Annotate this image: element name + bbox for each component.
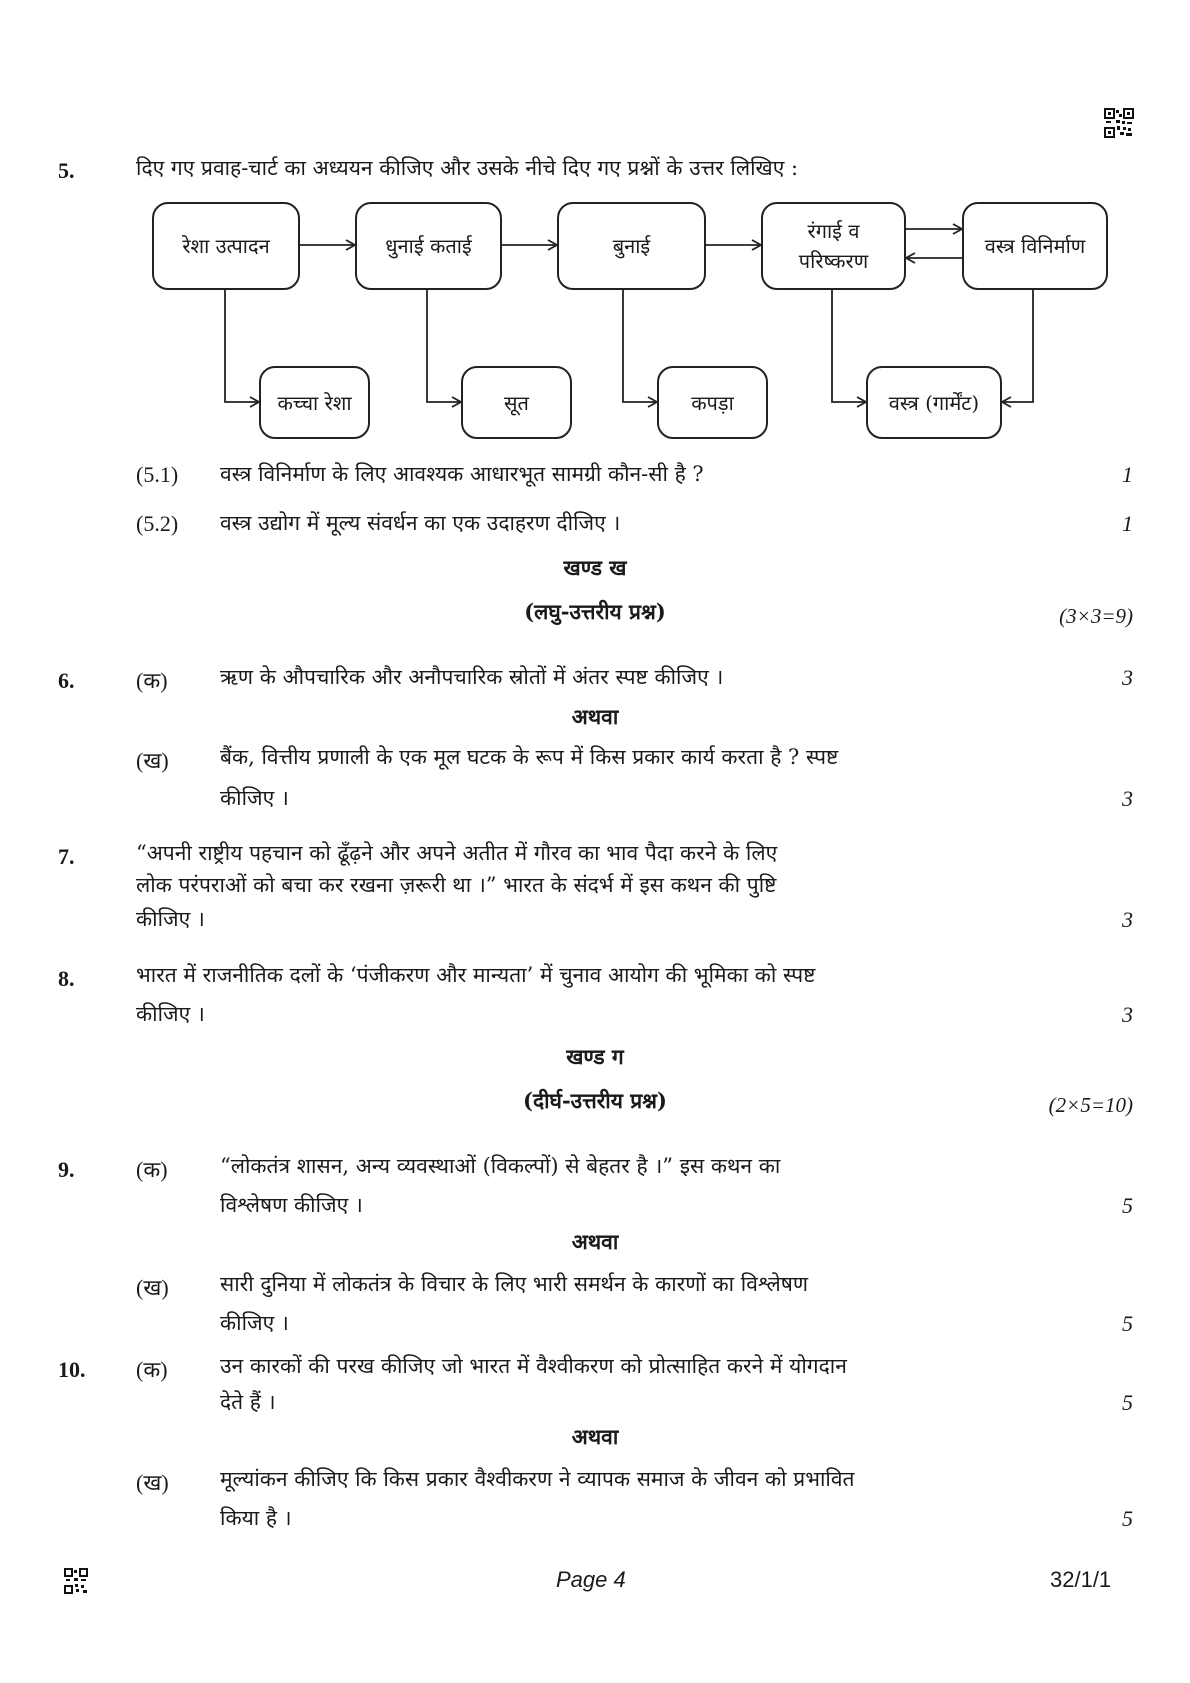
section-title: खण्ड ग	[566, 1044, 624, 1069]
question-instruction: दिए गए प्रवाह-चार्ट का अध्ययन कीजिए और उसके नीचे दिए गए प्रश्नों के उत्तर लिखिए :	[136, 156, 799, 180]
option-label: (क)	[136, 1157, 168, 1182]
marks: 3	[1122, 907, 1133, 932]
section-marks-formula: (2×5=10)	[1048, 1093, 1133, 1117]
question-text: सारी दुनिया में लोकतंत्र के विचार के लिए भारी समर्थन के कारणों का विश्लेषण	[220, 1272, 809, 1296]
question-number: 8.	[58, 966, 75, 991]
question-text: देते हैं ।	[220, 1390, 276, 1414]
question-text: “अपनी राष्ट्रीय पहचान को ढूँढ़ने और अपने अतीत में गौरव का भाव पैदा करने के लिए	[136, 841, 778, 865]
question-number: 6.	[58, 668, 75, 693]
or-separator: अथवा	[571, 1424, 619, 1449]
subquestion-text: वस्त्र उद्योग में मूल्य संवर्धन का एक उदाहरण दीजिए ।	[220, 511, 621, 535]
subquestion-label: (5.1)	[136, 462, 179, 487]
marks: 1	[1122, 462, 1133, 487]
question-number: 10.	[58, 1357, 86, 1382]
section-subtitle: (दीर्घ-उत्तरीय प्रश्न)	[523, 1088, 667, 1113]
question-number: 9.	[58, 1157, 75, 1182]
question-text: कीजिए ।	[136, 1002, 205, 1026]
marks: 5	[1122, 1506, 1133, 1531]
question-number: 5.	[58, 158, 75, 183]
marks: 5	[1122, 1193, 1133, 1218]
flow-box-garment-manufacturing: वस्त्र विनिर्माण	[962, 202, 1108, 290]
marks: 3	[1122, 786, 1133, 811]
option-label: (क)	[136, 1357, 168, 1382]
qr-code-icon	[64, 1568, 88, 1594]
flow-box-dyeing-finishing	[761, 202, 906, 290]
paper-code: 32/1/1	[1050, 1567, 1112, 1592]
flow-box-dyeing-line2: परिष्करण	[798, 249, 869, 273]
option-label: (ख)	[136, 1470, 169, 1495]
question-number: 7.	[58, 844, 75, 869]
subquestion-text: वस्त्र विनिर्माण के लिए आवश्यक आधारभूत सामग्री कौन-सी है ?	[220, 462, 704, 486]
flow-box-carding-spinning: धुनाई कताई	[355, 202, 502, 290]
subquestion-label: (5.2)	[136, 511, 179, 536]
marks: 1	[1122, 511, 1133, 536]
question-text: “लोकतंत्र शासन, अन्य व्यवस्थाओं (विकल्पों) से बेहतर है ।” इस कथन का	[220, 1154, 781, 1178]
section-subtitle: (लघु-उत्तरीय प्रश्न)	[524, 599, 666, 624]
or-separator: अथवा	[571, 704, 619, 729]
question-text: भारत में राजनीतिक दलों के ‘पंजीकरण और मान्यता’ में चुनाव आयोग की भूमिका को स्पष्ट	[136, 963, 816, 987]
flow-box-dyeing-line1: रंगाई व	[807, 219, 860, 243]
question-text: विश्लेषण कीजिए ।	[220, 1193, 363, 1217]
question-text: कीजिए ।	[220, 1311, 289, 1335]
question-text: उन कारकों की परख कीजिए जो भारत में वैश्वीकरण को प्रोत्साहित करने में योगदान	[220, 1354, 847, 1378]
option-label: (क)	[136, 668, 168, 693]
question-text: बैंक, वित्तीय प्रणाली के एक मूल घटक के रूप में किस प्रकार कार्य करता है ? स्पष्ट	[220, 745, 839, 769]
section-title: खण्ड ख	[563, 555, 627, 580]
or-separator: अथवा	[571, 1229, 619, 1254]
marks: 5	[1122, 1390, 1133, 1415]
flow-box-weaving: बुनाई	[557, 202, 706, 290]
page-number: Page 4	[556, 1567, 626, 1592]
flow-box-fibre-production: रेशा उत्पादन	[152, 202, 300, 290]
flow-box-fabric: कपड़ा	[657, 366, 768, 439]
section-marks-formula: (3×3=9)	[1059, 604, 1133, 628]
question-text: किया है ।	[220, 1506, 292, 1530]
question-text: लोक परंपराओं को बचा कर रखना ज़रूरी था ।” भारत के संदर्भ में इस कथन की पुष्टि	[136, 873, 777, 897]
flow-box-garment: वस्त्र (गार्मेंट)	[866, 366, 1002, 439]
question-text: कीजिए ।	[220, 786, 289, 810]
marks: 5	[1122, 1311, 1133, 1336]
question-text: ऋण के औपचारिक और अनौपचारिक स्रोतों में अंतर स्पष्ट कीजिए ।	[220, 665, 724, 689]
marks: 3	[1122, 1002, 1133, 1027]
flow-box-raw-fibre: कच्चा रेशा	[259, 366, 370, 439]
flow-box-yarn: सूत	[461, 366, 572, 439]
question-text: कीजिए ।	[136, 907, 205, 931]
option-label: (ख)	[136, 1275, 169, 1300]
marks: 3	[1122, 665, 1133, 690]
question-text: मूल्यांकन कीजिए कि किस प्रकार वैश्वीकरण ने व्यापक समाज के जीवन को प्रभावित	[220, 1467, 855, 1491]
option-label: (ख)	[136, 748, 169, 773]
